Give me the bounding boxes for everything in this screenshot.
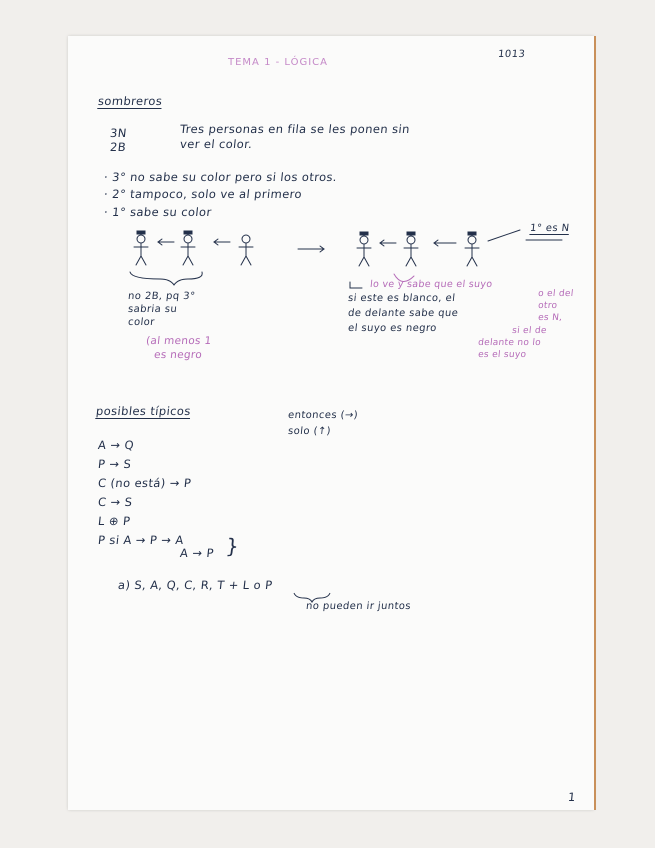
rule-4: C → S <box>97 495 134 509</box>
note-side-line-6: es el suyo <box>477 350 527 360</box>
notebook-page <box>68 36 594 810</box>
rule-2: P → S <box>97 457 133 471</box>
answer-note: no pueden ir juntos <box>305 601 412 612</box>
note-side-line-2: otro <box>537 301 558 311</box>
note-right-line-2: si este es blanco, el <box>347 293 456 304</box>
rule-3: C (no está) → P <box>97 476 192 490</box>
label-2b: 2B <box>109 140 127 154</box>
bullet-2: · 2° tampoco, solo ve al primero <box>103 187 303 201</box>
section-title-posibles-tipicos: posibles típicos <box>95 404 192 418</box>
note-side-line-1: o el del <box>537 289 574 299</box>
bullet-3: · 1° sabe su color <box>103 205 213 219</box>
note-pink-line-2: es negro <box>153 349 203 361</box>
note-right-line-4: el suyo es negro <box>347 323 438 334</box>
answer-brace <box>68 36 594 810</box>
note-left-line-3: color <box>127 317 156 328</box>
curly-bracket: } <box>224 534 241 558</box>
note-right-line-3: de delante sabe que <box>347 308 459 319</box>
label-3n: 3N <box>109 126 128 140</box>
note-side-line-3: es N, <box>537 313 563 323</box>
rule-1: A → Q <box>97 438 135 452</box>
rule-5: L ⊕ P <box>97 514 132 528</box>
note-side-line-4: si el de <box>511 326 548 336</box>
rule-7: A → P <box>179 546 215 560</box>
page-number: 1 <box>567 790 577 804</box>
note-side-line-5: delante no lo <box>477 338 542 348</box>
rule-6: P si A → P → A <box>97 533 185 547</box>
intro-line-1: Tres personas en fila se les ponen sin <box>179 122 411 136</box>
note-left-line-2: sabria su <box>127 304 178 315</box>
not-label: solo (↑) <box>287 426 332 437</box>
intro-line-2: ver el color. <box>179 137 254 151</box>
answer-line: a) S, A, Q, C, R, T + L o P <box>117 578 274 592</box>
bullet-1: · 3° no sabe su color pero si los otros. <box>103 170 338 184</box>
note-pink-line-1: (al menos 1 <box>145 335 213 347</box>
header-code: 1013 <box>497 49 526 60</box>
then-label: entonces (→) <box>287 410 359 421</box>
note-left-line-1: no 2B, pq 3° <box>127 291 196 302</box>
section-title-sombreros: sombreros <box>97 94 164 108</box>
note-right-line-1: lo ve y sabe que el suyo <box>369 279 493 290</box>
header-title: TEMA 1 - LÓGICA <box>228 57 329 68</box>
first-is-n-label: 1° es N <box>529 223 571 234</box>
